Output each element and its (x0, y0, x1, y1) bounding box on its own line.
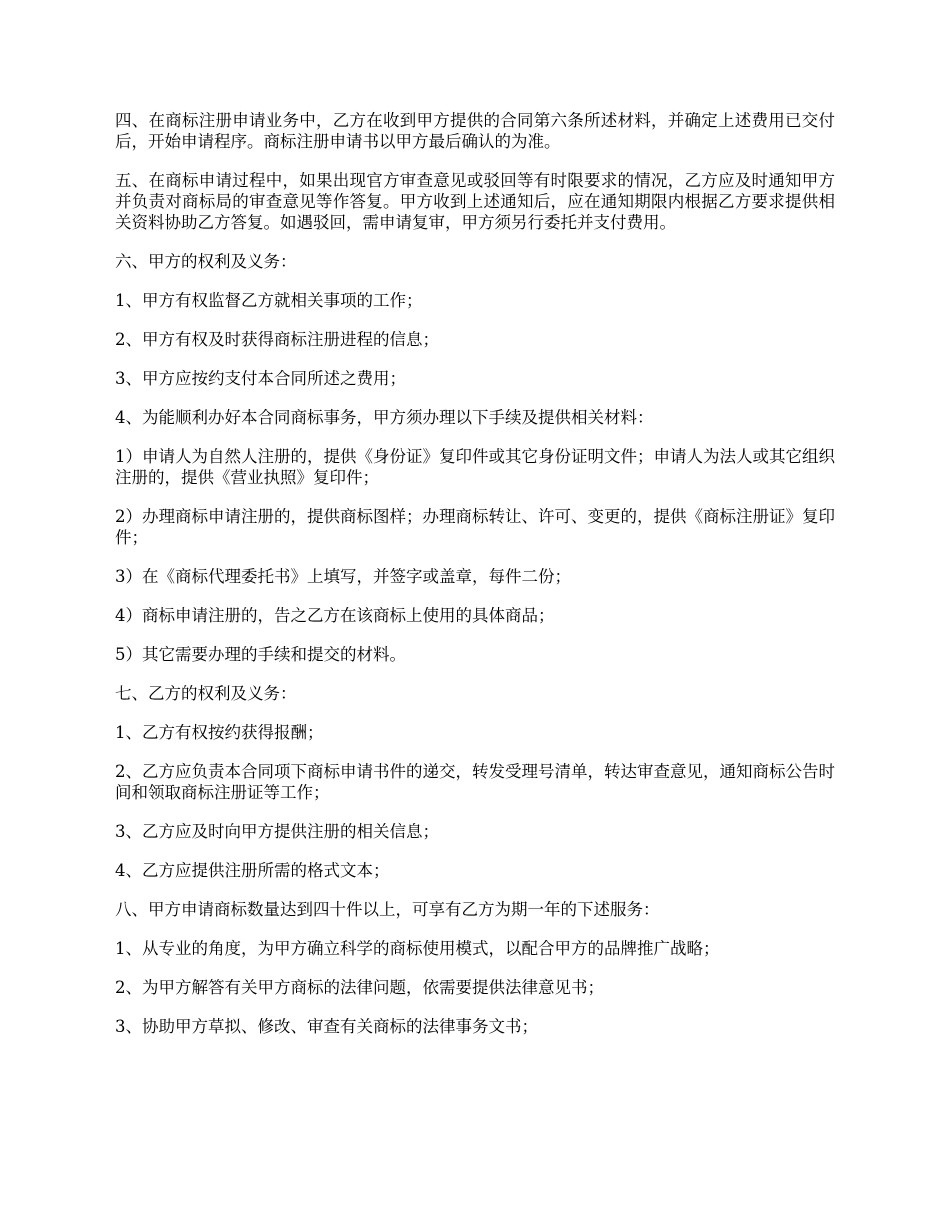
clause-8-item-2: 2、为甲方解答有关甲方商标的法律问题，依需要提供法律意见书； (115, 978, 604, 997)
clause-8-heading: 八、甲方申请商标数量达到四十件以上，可享有乙方为期一年的下述服务： (115, 900, 660, 919)
clause-5-examination-response: 五、在商标申请过程中，如果出现官方审查意见或驳回等有时限要求的情况，乙方应及时通知甲方并负责对商标局的审查意见等作答复。甲方收到上述通知后，应在通知期限内根据乙方要求提供相关资料协助乙方答复。如遇驳回，需申请复审，甲方须另行委托并支付费用。 (115, 171, 835, 232)
clause-6-item-4: 4、为能顺利办好本合同商标事务，甲方须办理以下手续及提供相关材料： (115, 408, 654, 427)
document-body (115, 110, 835, 1055)
clause-7-item-4: 4、乙方应提供注册所需的格式文本； (115, 861, 390, 880)
clause-6-item-2: 2、甲方有权及时获得商标注册进程的信息； (115, 330, 439, 349)
clause-6-heading: 六、甲方的权利及义务： (115, 252, 297, 271)
clause-8-item-3: 3、协助甲方草拟、修改、审查有关商标的法律事务文书； (115, 1017, 538, 1036)
clause-6-item-4-sub-2: 2）办理商标申请注册的，提供商标图样；办理商标转让、许可、变更的，提供《商标注册证》复印件； (115, 507, 835, 547)
clause-7-item-1: 1、乙方有权按约获得报酬； (115, 723, 324, 742)
clause-6-item-3: 3、甲方应按约支付本合同所述之费用； (115, 369, 406, 388)
clause-4-application-procedure: 四、在商标注册申请业务中，乙方在收到甲方提供的合同第六条所述材料，并确定上述费用已交付后，开始申请程序。商标注册申请书以甲方最后确认的为准。 (115, 111, 835, 151)
clause-6-item-4-sub-1: 1）申请人为自然人注册的，提供《身份证》复印件或其它身份证明文件；申请人为法人或其它组织注册的，提供《营业执照》复印件； (115, 447, 835, 487)
clause-8-item-1: 1、从专业的角度，为甲方确立科学的商标使用模式，以配合甲方的品牌推广战略； (115, 939, 720, 958)
clause-6-item-4-sub-4: 4）商标申请注册的，告之乙方在该商标上使用的具体商品； (115, 606, 555, 625)
clause-6-item-4-sub-3: 3）在《商标代理委托书》上填写，并签字或盖章，每件二份； (115, 567, 571, 586)
clause-6-item-1: 1、甲方有权监督乙方就相关事项的工作； (115, 291, 423, 310)
clause-7-item-3: 3、乙方应及时向甲方提供注册的相关信息； (115, 822, 439, 841)
clause-6-item-4-sub-5: 5）其它需要办理的手续和提交的材料。 (115, 645, 406, 664)
clause-7-heading: 七、乙方的权利及义务： (115, 684, 297, 703)
clause-7-item-2: 2、乙方应负责本合同项下商标申请书件的递交，转发受理号清单，转达审查意见，通知商标公告时间和领取商标注册证等工作； (115, 762, 835, 802)
